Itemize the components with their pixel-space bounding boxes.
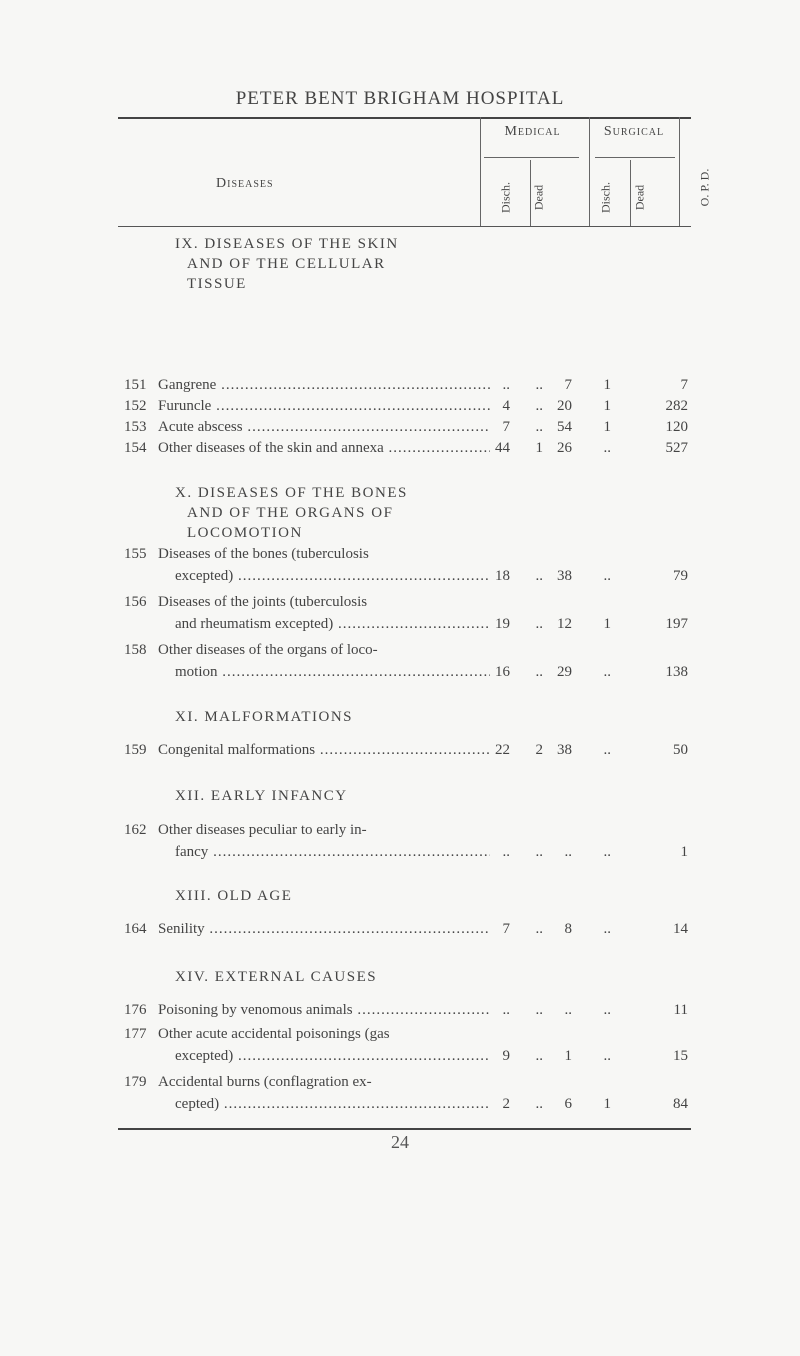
table-row — [0, 844, 800, 864]
surgical-dead-value: 1 — [603, 398, 611, 414]
disease-name: Furuncle ..... — [158, 398, 490, 415]
section-title-line: XII. EARLY INFANCY — [175, 788, 348, 804]
section-title-line: AND OF THE ORGANS OF — [187, 505, 394, 521]
medical-dead-value: .. — [535, 398, 543, 414]
surgical-dead-value: 1 — [603, 377, 611, 393]
opd-value: 282 — [665, 398, 688, 414]
header-diseases: Diseases — [216, 176, 274, 191]
table-row — [0, 921, 800, 941]
medical-dead-value: 2 — [535, 742, 543, 758]
opd-value: 1 — [680, 844, 688, 860]
medical-discharged-value: 9 — [502, 1048, 510, 1064]
header-divider — [480, 117, 481, 226]
header-medical: Medical — [504, 124, 561, 139]
opd-value: 14 — [673, 921, 688, 937]
surgical-dead-value: 1 — [603, 616, 611, 632]
header-surgical: Surgical — [603, 124, 665, 139]
header-divider — [679, 117, 680, 226]
page-number: 24 — [391, 1132, 409, 1152]
disease-name: Other diseases peculiar to early in- — [158, 822, 367, 838]
surgical-discharged-value: 38 — [557, 568, 572, 584]
medical-dead-value: .. — [535, 664, 543, 680]
table-row — [0, 440, 800, 460]
disease-name: fancy ..... — [175, 844, 490, 861]
surgical-dead-value: .. — [603, 440, 611, 456]
medical-dead-value: .. — [535, 377, 543, 393]
header-medical-underline — [484, 157, 579, 158]
table-top-rule — [118, 117, 691, 119]
row-number: 158 — [124, 642, 147, 658]
section-title-line: X. DISEASES OF THE BONES — [175, 485, 408, 501]
surgical-discharged-value: 12 — [557, 616, 572, 632]
section-title-line: AND OF THE CELLULAR — [187, 256, 386, 272]
row-number: 151 — [124, 377, 147, 393]
row-number: 159 — [124, 742, 147, 758]
section-title — [175, 967, 515, 987]
medical-dead-value: .. — [535, 568, 543, 584]
table-row — [0, 664, 800, 684]
header-divider — [630, 160, 631, 226]
medical-discharged-value: 2 — [502, 1096, 510, 1112]
header-opd: O. P. D. — [697, 168, 712, 207]
table-row — [0, 1002, 800, 1022]
table-row — [0, 1096, 800, 1116]
medical-dead-value: .. — [535, 1048, 543, 1064]
medical-dead-value: .. — [535, 419, 543, 435]
surgical-dead-value: 1 — [603, 419, 611, 435]
opd-value: 15 — [673, 1048, 688, 1064]
section-title-line: LOCOMOTION — [187, 525, 303, 541]
table-row — [0, 377, 800, 397]
row-number: 177 — [124, 1026, 147, 1042]
medical-discharged-value: .. — [502, 844, 510, 860]
disease-name: Diseases of the joints (tuberculosis — [158, 594, 368, 610]
medical-dead-value: .. — [535, 616, 543, 632]
section-title — [175, 234, 515, 294]
medical-discharged-value: 22 — [495, 742, 510, 758]
surgical-dead-value: .. — [603, 921, 611, 937]
surgical-discharged-value: .. — [564, 844, 572, 860]
header-medical-disch: Disch. — [498, 182, 513, 213]
surgical-discharged-value: 8 — [564, 921, 572, 937]
table-row — [0, 616, 800, 636]
table-row — [0, 1026, 800, 1046]
row-number: 162 — [124, 822, 147, 838]
table-row — [0, 594, 800, 614]
header-surgical-dead: Dead — [632, 184, 647, 211]
header-surgical-underline — [595, 157, 675, 158]
row-number: 154 — [124, 440, 147, 456]
row-number: 156 — [124, 594, 147, 610]
section-title-line: IX. DISEASES OF THE SKIN — [175, 236, 399, 252]
surgical-dead-value: .. — [603, 1002, 611, 1018]
row-number: 152 — [124, 398, 147, 414]
medical-discharged-value: 4 — [502, 398, 510, 414]
row-number: 179 — [124, 1074, 147, 1090]
disease-name: motion ..... — [175, 664, 490, 681]
header-medical-dead: Dead — [531, 184, 546, 211]
table-bottom-rule — [118, 1128, 691, 1130]
table-row — [0, 642, 800, 662]
disease-name: Congenital malformations ..... — [158, 742, 490, 759]
section-title — [175, 483, 515, 543]
running-head: PETER BENT BRIGHAM HOSPITAL — [235, 88, 565, 109]
table-row — [0, 546, 800, 566]
surgical-discharged-value: 1 — [564, 1048, 572, 1064]
disease-name: Diseases of the bones (tuberculosis — [158, 546, 369, 562]
section-title — [175, 786, 515, 806]
header-divider — [589, 117, 590, 226]
surgical-dead-value: .. — [603, 664, 611, 680]
surgical-discharged-value: 38 — [557, 742, 572, 758]
medical-dead-value: .. — [535, 1002, 543, 1018]
opd-value: 84 — [673, 1096, 688, 1112]
medical-discharged-value: 44 — [495, 440, 510, 456]
header-surgical-disch: Disch. — [598, 182, 613, 213]
opd-value: 79 — [673, 568, 688, 584]
medical-discharged-value: 7 — [502, 921, 510, 937]
disease-name: excepted) ..... — [175, 1048, 490, 1065]
surgical-discharged-value: 7 — [564, 377, 572, 393]
surgical-dead-value: .. — [603, 844, 611, 860]
surgical-discharged-value: 54 — [557, 419, 572, 435]
opd-value: 7 — [680, 377, 688, 393]
table-row — [0, 1074, 800, 1094]
table-row — [0, 398, 800, 418]
opd-value: 138 — [665, 664, 688, 680]
medical-discharged-value: 7 — [502, 419, 510, 435]
medical-discharged-value: 16 — [495, 664, 510, 680]
disease-name: Acute abscess ..... — [158, 419, 490, 436]
medical-discharged-value: 18 — [495, 568, 510, 584]
section-title — [175, 886, 515, 906]
section-title-line: TISSUE — [187, 276, 247, 292]
medical-discharged-value: .. — [502, 1002, 510, 1018]
disease-name: excepted) ..... — [175, 568, 490, 585]
row-number: 155 — [124, 546, 147, 562]
surgical-discharged-value: 29 — [557, 664, 572, 680]
disease-name: and rheumatism excepted) ..... — [175, 616, 490, 633]
surgical-dead-value: .. — [603, 742, 611, 758]
disease-name: Poisoning by venomous animals ..... — [158, 1002, 490, 1019]
table-row — [0, 419, 800, 439]
disease-name: Gangrene ..... — [158, 377, 490, 394]
surgical-discharged-value: .. — [564, 1002, 572, 1018]
opd-value: 11 — [673, 1002, 688, 1018]
surgical-discharged-value: 20 — [557, 398, 572, 414]
row-number: 153 — [124, 419, 147, 435]
table-row — [0, 742, 800, 762]
medical-discharged-value: 19 — [495, 616, 510, 632]
table-row — [0, 1048, 800, 1068]
surgical-discharged-value: 26 — [557, 440, 572, 456]
medical-dead-value: .. — [535, 1096, 543, 1112]
disease-name: Other acute accidental poisonings (gas — [158, 1026, 390, 1042]
table-header-rule — [118, 226, 691, 227]
surgical-dead-value: .. — [603, 568, 611, 584]
disease-name: Accidental burns (conflagration ex- — [158, 1074, 372, 1090]
disease-name: Other diseases of the skin and annexa ..... — [158, 440, 490, 457]
medical-discharged-value: .. — [502, 377, 510, 393]
row-number: 176 — [124, 1002, 147, 1018]
opd-value: 197 — [665, 616, 688, 632]
surgical-dead-value: 1 — [603, 1096, 611, 1112]
opd-value: 527 — [665, 440, 688, 456]
table-row — [0, 568, 800, 588]
table-row — [0, 822, 800, 842]
surgical-discharged-value: 6 — [564, 1096, 572, 1112]
section-title-line: XIV. EXTERNAL CAUSES — [175, 969, 378, 985]
opd-value: 50 — [673, 742, 688, 758]
section-title-line: XIII. OLD AGE — [175, 888, 293, 904]
row-number: 164 — [124, 921, 147, 937]
medical-dead-value: .. — [535, 921, 543, 937]
section-title — [175, 707, 515, 727]
disease-name: Senility ..... — [158, 921, 490, 938]
section-title-line: XI. MALFORMATIONS — [175, 709, 354, 725]
opd-value: 120 — [665, 419, 688, 435]
disease-name: Other diseases of the organs of loco- — [158, 642, 378, 658]
medical-dead-value: 1 — [535, 440, 543, 456]
disease-name: cepted) ..... — [175, 1096, 490, 1113]
surgical-dead-value: .. — [603, 1048, 611, 1064]
medical-dead-value: .. — [535, 844, 543, 860]
